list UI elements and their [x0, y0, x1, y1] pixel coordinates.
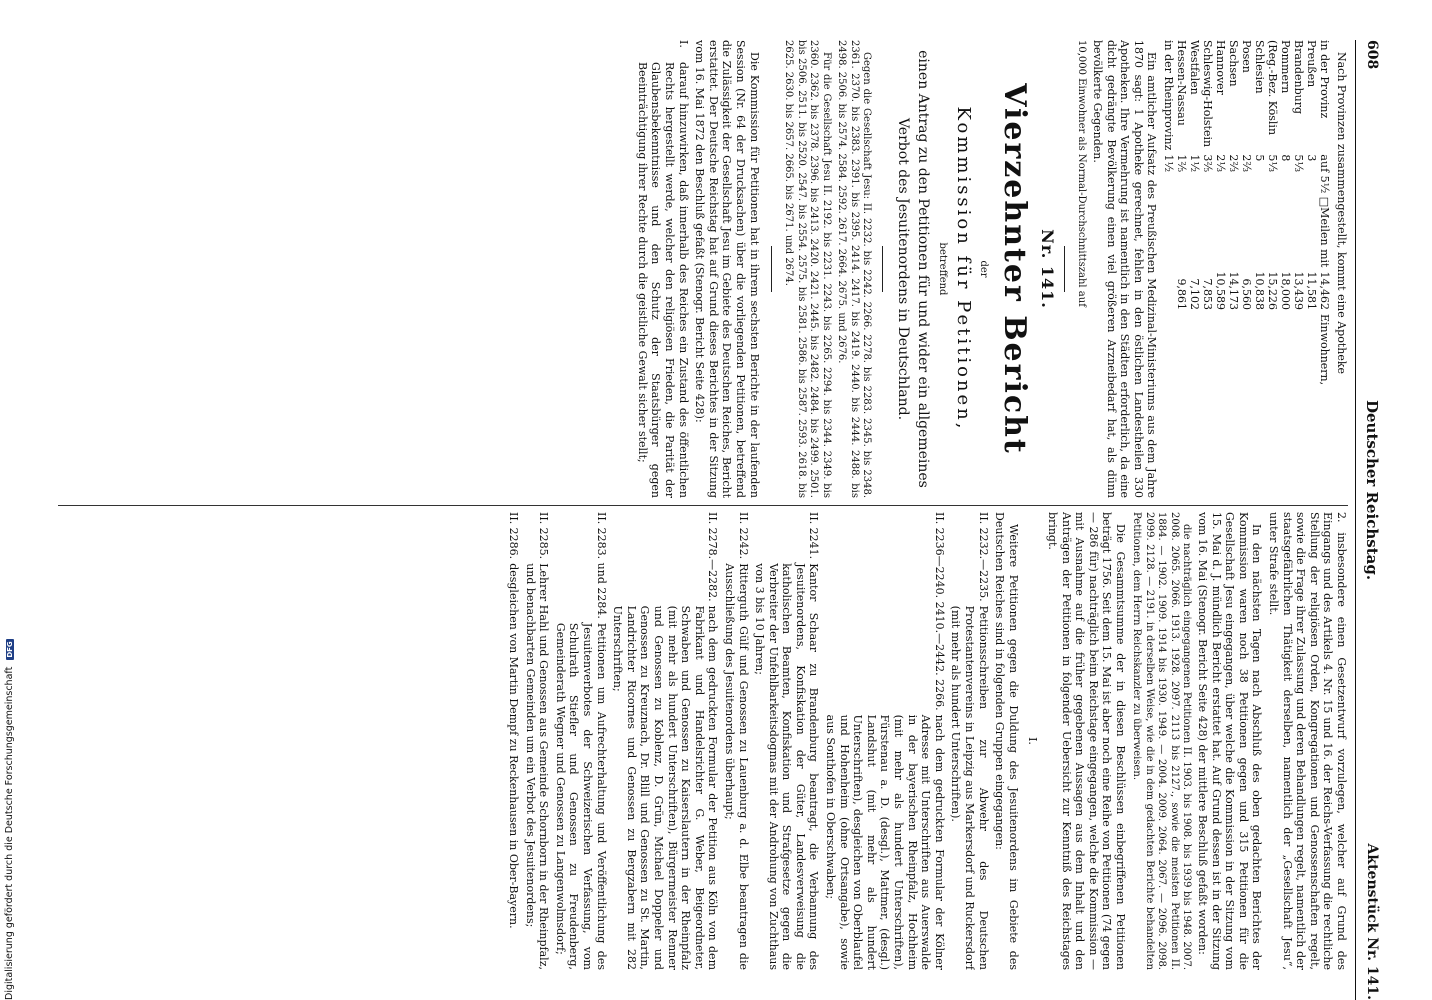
area-cell: 3²⁄₅: [1201, 154, 1215, 173]
entry-numbers: II. 2286.: [507, 512, 521, 560]
petition-entry: [949, 512, 990, 970]
province-cell: Schlesien: [1253, 40, 1267, 94]
entry-text: Ritterguth Gülf und Genossen zu Lauenburg a. d. Elbe beantragen die Ausschließung des Jesuitenordens überhaupt;: [722, 563, 750, 970]
unit-cell: [1253, 314, 1266, 389]
section-heading: Weitere Petitionen gegen die Duldung des Jesuitenordens im Gebiete des Deutschen Reiches sind in folgenden Gruppen eingegangen:: [993, 512, 1020, 970]
paragraph-1: In den nächsten Tagen nach Abschluß des oben gedachten Berichtes der Kommission waren noch 38 Petitionen gegen und 315 Petitionen für die Gesellschaft Jesu eingegangen, über welche die Kommission in der Sitzung vom 15. Mai d. J. mündlich Bericht erstattet hat. Auf Grund dessen ist in der Sitzung vom 16. Mai (Stenogr. Bericht Seite 428) der mittlere Beschluß gefaßt worden:: [1196, 512, 1264, 970]
unit-cell: [1305, 314, 1318, 389]
stats-row: [1175, 40, 1188, 389]
area-cell: 8: [1279, 154, 1293, 162]
province-cell: in der Provinz: [1318, 40, 1332, 119]
entry-numbers: II. 2236—2240. 2410.—2442. 2266.: [932, 512, 946, 711]
stats-row: [1240, 40, 1253, 389]
dfg-logo: DFG: [5, 641, 14, 658]
petition-entry: [553, 512, 607, 970]
population-cell: 9,861: [1175, 278, 1189, 310]
petition-entry: [523, 512, 550, 970]
pharmacy-stats-table: [1162, 40, 1331, 389]
province-cell: Pommern: [1279, 40, 1293, 94]
digitization-text: Digitalisierung gefördert durch die Deutsche Forschungsgemeinschaft: [4, 666, 15, 1000]
unit-cell: [1279, 314, 1292, 389]
page-number: 608: [1364, 40, 1380, 70]
resolution-item-1: [635, 40, 689, 498]
entry-numbers: II. 2241.: [807, 512, 821, 560]
entry-text: Kantor Schaar zu Brandenburg beantragt, die Verbannung des Jesuitenordens, Konfiskation der Güter, Landesverweisung die katholischen Beamten, Konfiskation und Strafgesetze gegen die Verbreiter der Unfehlbarkeitsdogmas mit der Androhung von Zuchthaus von 3 bis 10 Jahren;: [753, 563, 821, 970]
population-cell: 18,000: [1279, 271, 1293, 310]
section-roman-numeral: I.: [1026, 737, 1040, 745]
stats-row: [1253, 40, 1266, 389]
entry-numbers: II. 2242.: [736, 512, 750, 560]
stats-row: [1318, 40, 1331, 389]
commission-paragraph: Die Kommission für Petitionen hat in ihrem sechsten Berichte in der laufenden Session (Nr. 64 der Drucksachen) über die vorliegenden Petitionen, betreffend die Zulässigkeit der Gesellschaft Jesu im Gebiete des Deutschen Reiches, Bericht erstattet. Der Deutsche Reichstag hat auf Grund dieses Berichtes in der Sitzung vom 16. Mai 1872 den Beschluß gefaßt (Stenogr. Bericht Seite 428):: [693, 40, 761, 498]
entry-text: nach dem gedruckten Formular der Petition aus Köln von dem Fabrikant und Handelsrichter G. Weber, Beigeordneter, Schwaben und Genossen zu Kaiserslautern in der Rheinpfalz (mit mehr als hundert Unterschriften), Bürgermeister Renner und Genossen zu Koblenz, D. Grün, Michael Doppeler und Genossen zu Kreuznach, Dr. Blill und Genossen zu St. Martin, Landrichter Ricornes und Genossen zu Bergzabern mit 282 Unterschriften;: [611, 605, 720, 970]
entry-numbers: II. 2232.—2235.: [976, 512, 990, 602]
commission-name: Kommission für Petitionen,: [952, 106, 974, 432]
paragraph-3: Die Gesammtsumme der in diesen Beschlüssen einbegriffenen Petitionen beträgt 1756. Seit dem 15. Mai ist aber noch eine Reihe von Petitionen (74 gegen — 286 für) nachträglich beim Reichstage eingegangen, welche die Kommission — mit Ausnahme auf die früher gegebenen Aussagen aus dem Inhalt und den Anträgen der Petitionen in folgender Uebersicht zur Kenntniß des Reichstages bringt.: [1046, 512, 1127, 970]
concerning-label: betreffend: [936, 242, 948, 296]
unit-cell: [1175, 314, 1188, 389]
population-cell: 7,853: [1201, 278, 1215, 310]
entry-numbers: II. 2283. und 2284.: [594, 512, 608, 619]
stats-row: [1305, 40, 1318, 389]
entry-text: Lehrer Hahl und Genossen aus Gemeinde Schornborn in der Rheinpfalz, und benachbarten Gemeinden um ein Verbot des Jesuitenordens;: [523, 563, 551, 970]
entry-text: desgleichen von Martin Dempf zu Reckenhausen in Ober-Bayern.: [507, 563, 521, 929]
unit-cell: [1214, 314, 1227, 389]
province-cell: Brandenburg: [1292, 40, 1306, 115]
population-cell: 14,173: [1227, 271, 1241, 310]
entry-text: Petitionsschreiben zur Abwehr des Deutschen Protestantenvereins in Leipzig aus Markersdorf und Ruckersdorf (mit mehr als hundert Unterschriften).: [949, 605, 990, 970]
area-cell: 5¹⁄₃: [1266, 154, 1280, 173]
petition-entry: [824, 512, 946, 970]
province-cell: in der Rheinprovinz: [1162, 40, 1176, 151]
stats-row: [1266, 40, 1279, 389]
stats-row: [1214, 40, 1227, 389]
province-cell: (Reg.-Bez. Köslin: [1266, 40, 1280, 136]
stats-row: [1292, 40, 1305, 389]
rotated-newspaper-page: [42, 40, 1382, 1000]
province-cell: Hessen-Nassau: [1175, 40, 1189, 126]
publication-title: Deutscher Reichstag.: [1363, 400, 1381, 581]
report-number: Nr. 141.: [1037, 229, 1057, 309]
area-cell: 2²⁄₃: [1227, 154, 1241, 173]
entry-numbers: II. 2278.—2282.: [706, 512, 720, 602]
stats-intro: Nach Provinzen zusammengestellt, kommt eine Apotheke: [1335, 52, 1348, 375]
province-cell: Sachsen: [1227, 40, 1241, 87]
population-cell: 7,102: [1188, 278, 1202, 310]
unit-cell: [1201, 314, 1214, 389]
area-cell: 2¹⁄₃: [1214, 154, 1228, 173]
unit-cell: [1227, 314, 1240, 389]
entry-text: nach dem gedruckten Formular der Kölner Adresse mit Unterschriften aus Auerswalde in der bayerischen Rheinpfalz, Hochheim (mit mehr als hundert Unterschriften), Fürstenau a. D. (desgl.), Mattmer, (desgl.) Landshut (mit mehr als hundert Unterschriften), desgleichen von Oberblaufel und Hohenheim (ohne Ortsangabe), sowie aus Sonthofen in Oberschwaben;: [824, 714, 946, 970]
unit-cell: Einwohnern,: [1318, 313, 1332, 386]
report-of: der: [978, 260, 990, 278]
section-rule-2: [882, 246, 883, 292]
area-cell: 5¹⁄₃: [1292, 154, 1306, 173]
population-cell: 11,581: [1305, 271, 1319, 310]
population-cell: 14,462: [1318, 271, 1332, 310]
province-cell: Preußen: [1305, 40, 1319, 88]
petition-entry: [722, 512, 749, 970]
report-subject: einen Antrag zu den Petitionen für und wider ein allgemeines Verbot des Jesuitenordens in Deutschland.: [895, 50, 932, 488]
resolution-item-2: 2. insbesondere einen Gesetzentwurf vorzulegen, welcher auf Grund des Eingangs und des Artikels 4. Nr. 15 und 16. der Reichs-Verfassung die rechtliche Stellung der religiösen Orden, Kongregationen und Genossenschaften regelt, sowie die Frage ihrer Zulassung und deren Behandlungen regelt, namentlich der staatsgefährlichen Thätigkeit derselben, namentlich der „Gesellschaft Jesu“, unter Strafe stellt.: [1267, 512, 1348, 970]
unit-cell: [1240, 314, 1253, 389]
paragraph-2: die nachträglich eingegangenen Petitionen II. 1903. bis 1908. bis 1939 bis 1948. 2007. 2008. 2065. 2066. 1913. 1928. 2097. 2113 bis 2127., sowie die meisten Petitionen II. 1884. — 1902. 1909. 1914 bis 1930. 1949. — 2004. 2009. 2064. 2067. — 2096. 2098. 2099. 2128. — 2191. in derselben Weise, wie die in dem gedachten Berichte behandelten Petitionen, dem Herrn Reichskanzler zu überweisen.: [1131, 512, 1193, 970]
petition-entries: [506, 512, 989, 970]
petition-entry: [753, 512, 821, 970]
stats-row: [1227, 40, 1240, 389]
population-cell: [1162, 271, 1175, 314]
entry-numbers: II. 2285.: [537, 512, 551, 560]
official-note: Ein amtlicher Aufsatz des Preußischen Medizinal-Ministeriums aus dem Jahre 1870 sagt: 1 Apotheke gerechnet, fehlen in den östlichen Landestheilen 330 Apotheken. Ihre Vermehrung ist namentlich in den Städten erforderlich, da eine dicht gedrängte Bevölkerung einen viel größeren Arzneibedarf hat, als dünn bevölkerte Gegenden.: [1091, 40, 1159, 498]
petition-entry: [611, 512, 720, 970]
petitions-for-list: Für die Gesellschaft Jesu II. 2192. bis 2231. 2243. bis 2265. 2294. bis 2344. 2349. bis 2360. 2362. bis 2378. 2396. bis 2413. 2420. 2421. 2445. bis 2482. 2484. bis 2499. 2501. bis 2506. 2511. bis 2520. 2547. bis 2554. 2575. bis 2581. 2586. bis 2587. 2593. 2618. bis 2625. 2630. bis 2657. 2665. bis 2671. und 2674.: [783, 40, 832, 498]
area-cell: 1²⁄₅: [1175, 154, 1189, 173]
area-cell: 5: [1253, 154, 1267, 162]
area-cell: 3: [1305, 154, 1319, 162]
left-column: [58, 40, 1348, 498]
petitions-against-list: Gegen die Gesellschaft Jesu: II. 2232. bis 2242. 2266. 2278. bis 2283. 2345. bis 2348. 2361. 2370. bis 2383. 2391. bis 2395. 2414. 2417. bis 2419. 2440. bis 2444. 2488. bis 2498. 2506. bis 2574. 2584. 2592. 2617. 2664. 2675. und 2676.: [836, 40, 873, 498]
entry-text: Petitionen um Aufrechterhaltung und Veröffentlichung des Jesuitenverbotes der Schweizerischen Verfassung, vom Schulrath Stiefler und Genossen zu Freudenberg, Gemeinderath Wegner und Genossen zu Langenwolmsdorf;: [553, 622, 608, 970]
stats-row: [1201, 40, 1214, 389]
document-reference: Aktenstück Nr. 141.: [1364, 843, 1380, 1000]
area-cell: 1¹⁄₂: [1162, 154, 1176, 173]
area-cell: auf 5¹⁄₂ □Meilen mit: [1318, 154, 1332, 268]
report-title: Vierzehnter Bericht: [997, 83, 1033, 455]
stats-row: [1279, 40, 1292, 389]
population-cell: 15,226: [1266, 271, 1280, 310]
stats-row: [1188, 40, 1201, 389]
province-cell: Hannover: [1214, 40, 1228, 95]
official-note-line: 10,000 Einwohner als Normal-Durchschnittszahl auf: [1076, 40, 1088, 307]
digitization-credit: [4, 600, 18, 1000]
page-header: [1355, 40, 1382, 1000]
section-rule-3: [771, 246, 772, 292]
population-cell: 13,439: [1292, 271, 1306, 310]
section-rule: [1064, 246, 1065, 292]
population-cell: 10,838: [1253, 271, 1267, 310]
unit-cell: [1266, 314, 1279, 389]
item-text: darauf hinzuwirken, daß innerhalb des Reiches ein Zustand des öffentlichen Rechts hergestellt werde, welcher den religiösen Frieden, die Parität der Glaubensbekenntnisse und den Schutz der Staatsbürger gegen Beeinträchtigung ihrer Rechte durch die geistliche Gewalt sicher stellt;: [635, 62, 690, 498]
item-label: I.: [676, 40, 690, 48]
right-column: [58, 512, 1348, 970]
unit-cell: [1162, 314, 1175, 389]
unit-cell: [1292, 314, 1305, 389]
unit-cell: [1188, 314, 1201, 389]
population-cell: 10,589: [1214, 271, 1228, 310]
column-divider: [58, 505, 1348, 506]
population-cell: 6,560: [1240, 278, 1254, 310]
footer-strip: [4, 600, 20, 1000]
province-cell: Westfalen: [1188, 40, 1202, 95]
province-cell: Posen: [1240, 40, 1254, 73]
petition-entry: [506, 512, 520, 970]
province-cell: Schleswig-Holstein: [1201, 40, 1215, 148]
area-cell: 1¹⁄₂: [1188, 154, 1202, 173]
stats-row: [1162, 40, 1175, 389]
area-cell: 2²⁄₃: [1240, 154, 1254, 173]
